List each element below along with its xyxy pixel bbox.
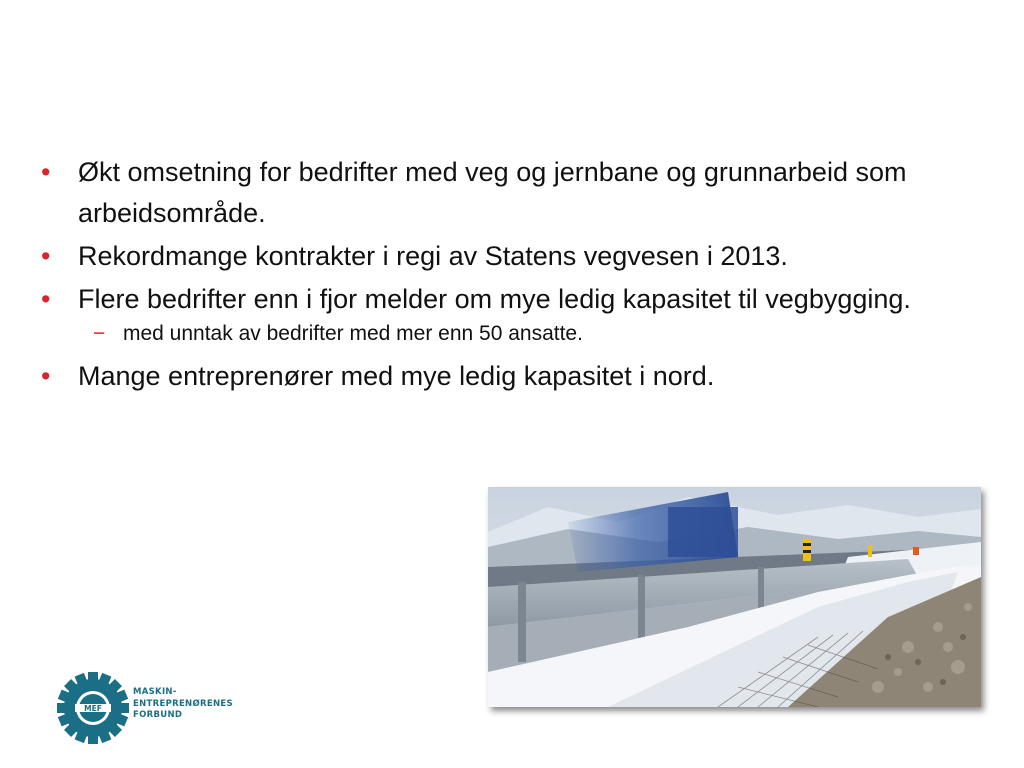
bullet-item	[40, 152, 990, 234]
sub-bullet-item	[40, 318, 990, 350]
road-construction-photo	[488, 487, 981, 707]
bullet-marker: •	[41, 284, 51, 314]
bullet-item	[40, 279, 990, 320]
bullet-item	[40, 236, 990, 277]
logo-line: FORBUND	[133, 710, 183, 720]
bullet-text: Rekordmange kontrakter i regi av Statens vegvesen i 2013.	[78, 241, 788, 271]
logo-emblem-text: MEF	[84, 704, 102, 713]
bullet-marker: •	[41, 157, 51, 187]
logo-wordmark	[133, 687, 233, 722]
logo-line: ENTREPRENØRENES	[133, 698, 233, 709]
bullet-text: Flere bedrifter enn i fjor melder om mye ledig kapasitet til vegbygging.	[78, 284, 911, 314]
bullet-list	[40, 152, 990, 399]
sub-bullet-text: med unntak av bedrifter med mer enn 50 ansatte.	[123, 322, 583, 345]
bullet-marker: •	[41, 241, 51, 271]
bullet-text: Mange entreprenører med mye ledig kapasitet i nord.	[78, 361, 715, 391]
logo-line: MASKIN-	[133, 687, 177, 697]
bullet-item	[40, 356, 990, 397]
gear-icon	[55, 670, 131, 746]
bullet-marker: •	[41, 361, 51, 391]
bullet-text: Økt omsetning for bedrifter med veg og jernbane og grunnarbeid som arbeidsområde.	[78, 157, 907, 228]
mef-logo	[55, 670, 255, 746]
sub-bullet-marker: −	[93, 322, 106, 345]
